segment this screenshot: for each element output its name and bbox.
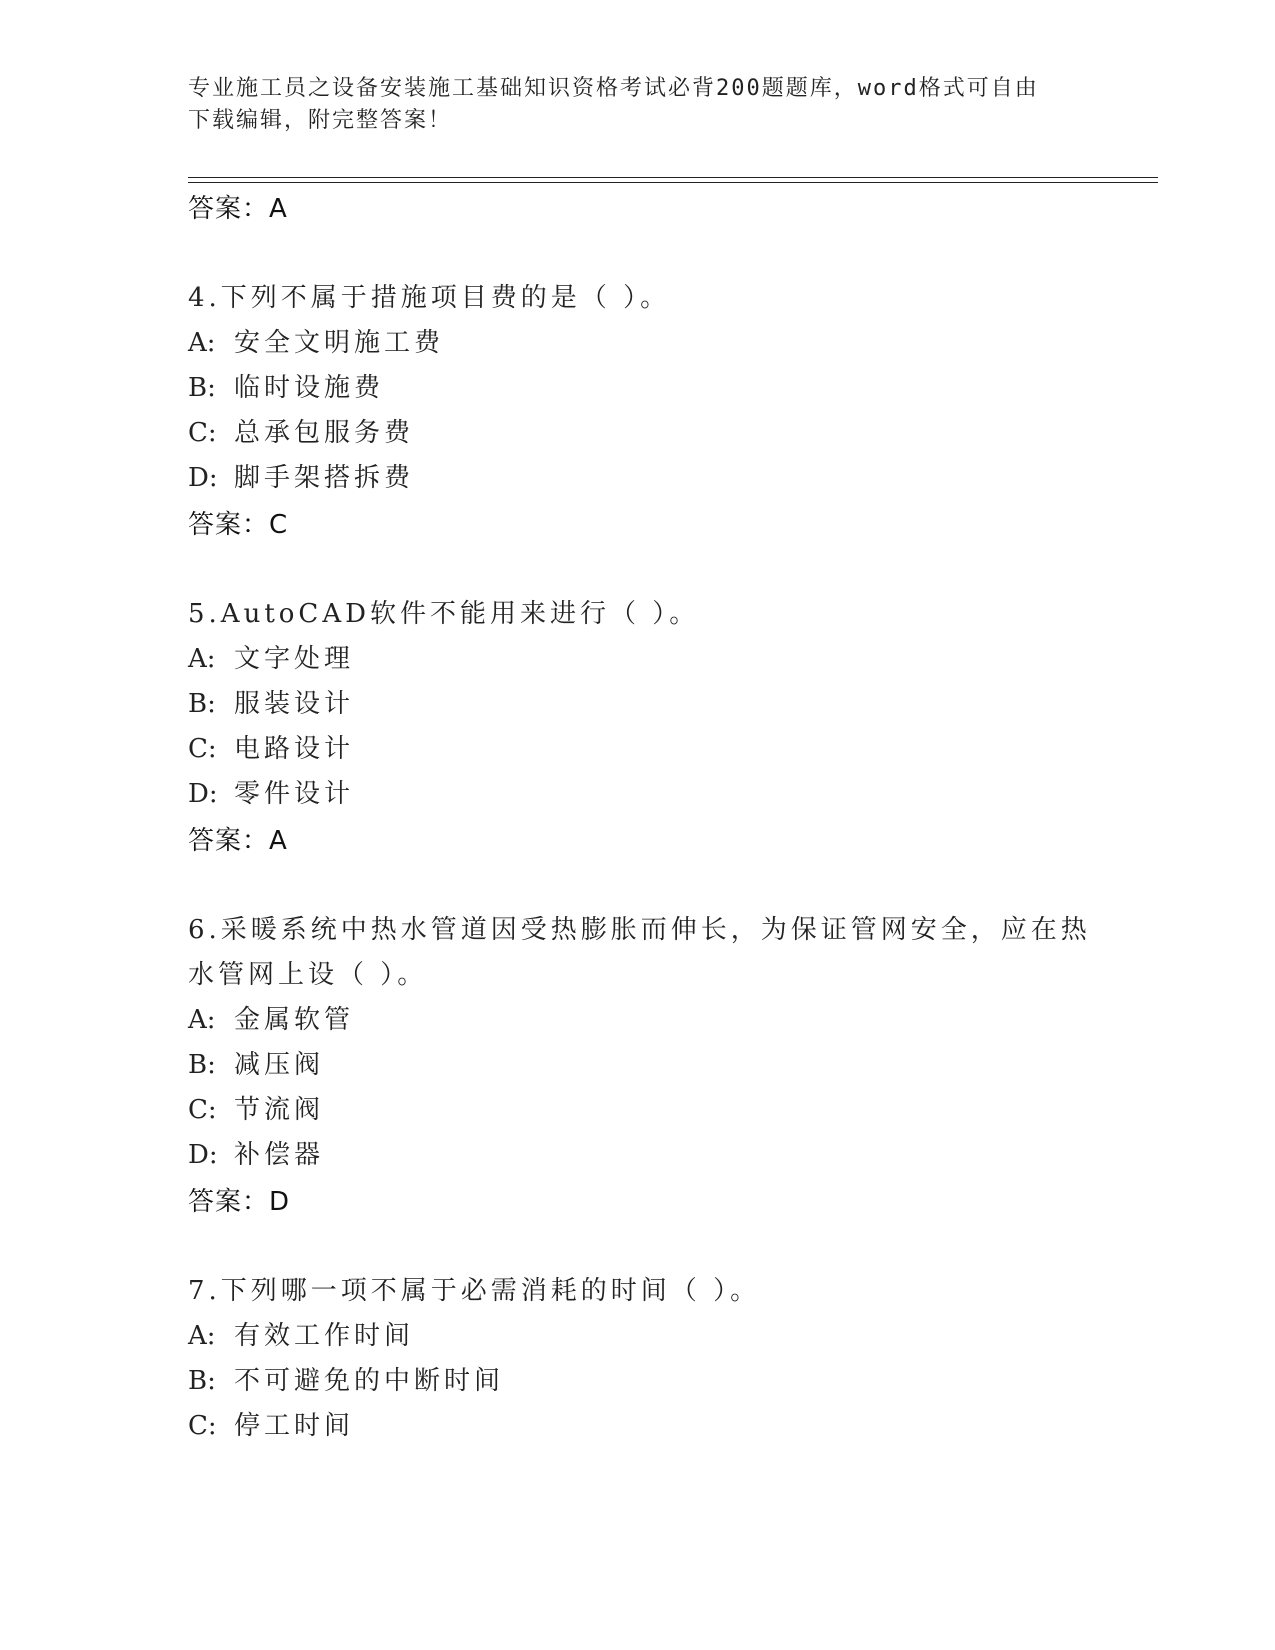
question-5-option-a [188, 641, 354, 677]
option-text: 节流阀 [234, 1095, 325, 1125]
option-text: 金属软管 [234, 1005, 355, 1035]
option-letter: B: [188, 689, 216, 719]
option-text: 停工时间 [234, 1411, 355, 1441]
header-divider-top [188, 177, 1158, 178]
question-6-option-b [188, 1047, 324, 1083]
option-text: 电路设计 [234, 734, 355, 764]
option-letter: A: [188, 1321, 216, 1351]
question-6-stem-line-2: 水管网上设（ ）。 [188, 960, 428, 990]
question-5-option-b [188, 686, 354, 722]
option-letter: B: [188, 1050, 216, 1080]
question-7-stem: 7.下列哪一项不属于必需消耗的时间（ ）。 [188, 1276, 761, 1306]
question-4-option-b [188, 370, 384, 406]
option-text: 不可避免的中断时间 [234, 1366, 505, 1396]
question-7-option-a [188, 1318, 414, 1354]
option-text: 零件设计 [234, 779, 355, 809]
option-text: 有效工作时间 [234, 1321, 415, 1351]
option-letter: C: [188, 1411, 217, 1441]
option-letter: B: [188, 1366, 216, 1396]
option-letter: A: [188, 644, 216, 674]
question-6-option-a [188, 1002, 354, 1038]
question-6-option-c [188, 1092, 324, 1128]
option-text: 补偿器 [234, 1140, 325, 1170]
option-text: 脚手架搭拆费 [234, 463, 415, 493]
question-5-answer: 答案：A [188, 826, 288, 856]
option-letter: C: [188, 1095, 217, 1125]
header-line-2: 下载编辑，附完整答案！ [188, 108, 453, 133]
document-header [188, 73, 1088, 137]
header-divider-bottom [188, 182, 1158, 183]
question-6-stem-line-1: 6.采暖系统中热水管道因受热膨胀而伸长，为保证管网安全，应在热 [188, 915, 1091, 945]
option-letter: C: [188, 734, 217, 764]
option-text: 安全文明施工费 [234, 328, 445, 358]
question-4-option-d [188, 460, 414, 496]
option-letter: D: [188, 779, 218, 809]
question-4-option-c [188, 415, 414, 451]
question-4-answer: 答案：C [188, 510, 289, 540]
option-text: 总承包服务费 [234, 418, 415, 448]
question-4-option-a [188, 325, 444, 361]
option-letter: A: [188, 328, 216, 358]
option-text: 临时设施费 [234, 373, 385, 403]
question-5-option-c [188, 731, 354, 767]
option-text: 文字处理 [234, 644, 355, 674]
option-letter: D: [188, 1140, 218, 1170]
question-7-option-b [188, 1363, 504, 1399]
question-6-option-d [188, 1137, 324, 1173]
question-4-stem: 4.下列不属于措施项目费的是（ ）。 [188, 283, 671, 313]
question-5-option-d [188, 776, 354, 812]
question-5-stem: 5.AutoCAD软件不能用来进行（ ）。 [188, 599, 700, 629]
option-letter: D: [188, 463, 218, 493]
option-text: 减压阀 [234, 1050, 325, 1080]
option-text: 服装设计 [234, 689, 355, 719]
option-letter: C: [188, 418, 217, 448]
option-letter: B: [188, 373, 216, 403]
question-6-answer: 答案：D [188, 1187, 291, 1217]
header-line-1: 专业施工员之设备安装施工基础知识资格考试必背200题题库，word格式可自由 [188, 76, 1039, 101]
option-letter: A: [188, 1005, 216, 1035]
question-7-option-c [188, 1408, 354, 1444]
answer-previous: 答案：A [188, 194, 288, 224]
